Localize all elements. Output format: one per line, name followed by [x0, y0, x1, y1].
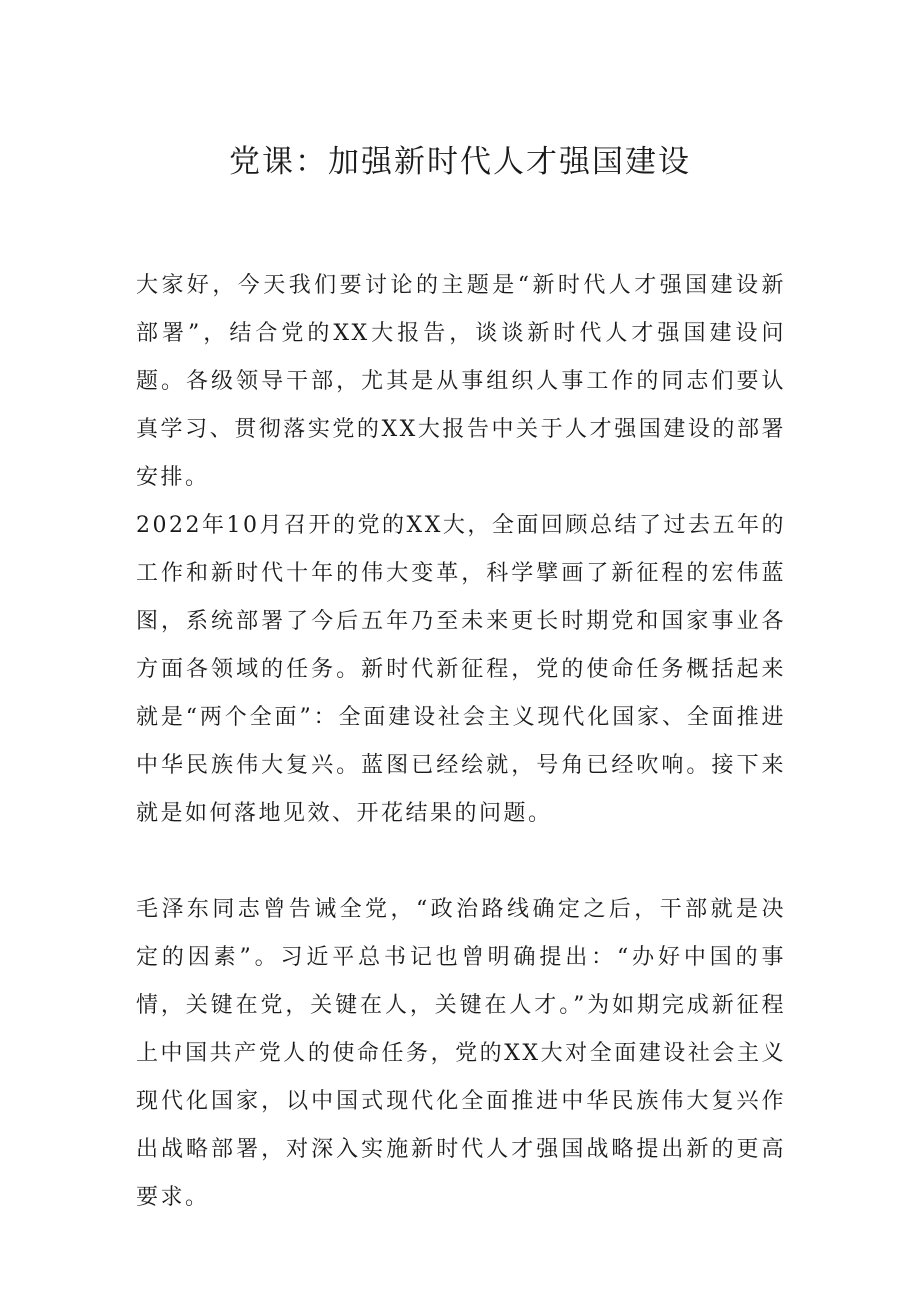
document-title: 党课：加强新时代人才强国建设 [229, 144, 691, 180]
paragraph-congress-review: 2022年10月召开的党的XX大，全面回顾总结了过去五年的工作和新时代十年的伟大变革，科学擘画了新征程的宏伟蓝图，系统部署了今后五年乃至未来更长时期党和国家事业各方面各领域的任务。新时代新征程，党的使命任务概括起来就是“两个全面”：全面建设社会主义现代化国家、全面推进中华民族伟大复兴。蓝图已经绘就，号角已经吹响。接下来就是如何落地见效、开花结果的问题。 [136, 513, 786, 826]
paragraph-intro: 大家好，今天我们要讨论的主题是“新时代人才强国建设新部署”，结合党的XX大报告，谈谈新时代人才强国建设问题。各级领导干部，尤其是从事组织人事工作的同志们要认真学习、贯彻落实党的XX大报告中关于人才强国建设的部署安排。 [136, 273, 786, 490]
paragraph-talent-strategy: 毛泽东同志曾告诫全党，“政治路线确定之后，干部就是决定的因素”。习近平总书记也曾明确提出：“办好中国的事情，关键在党，关键在人，关键在人才。”为如期完成新征程上中国共产党人的使命任务，党的XX大对全面建设社会主义现代化国家，以中国式现代化全面推进中华民族伟大复兴作出战略部署，对深入实施新时代人才强国战略提出新的更高要求。 [136, 897, 786, 1210]
